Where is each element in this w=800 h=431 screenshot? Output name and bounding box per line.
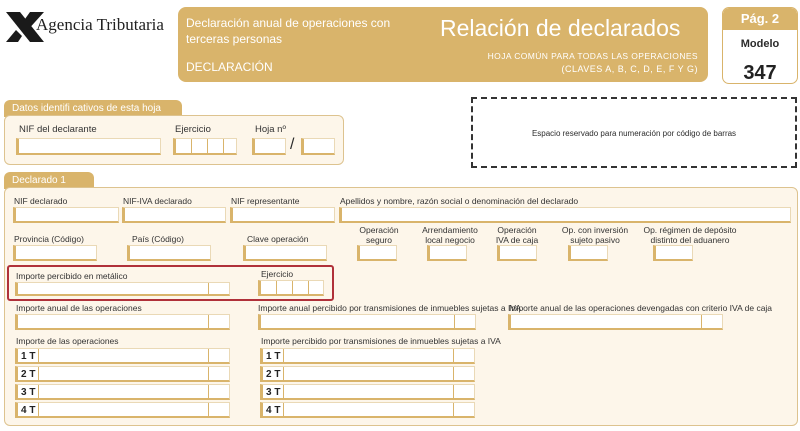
importe-anual-devengadas-field[interactable]: [508, 314, 723, 330]
inversion-sujeto-pasivo-field[interactable]: [568, 245, 608, 261]
arrendamiento-label: Arrendamiento local negocio: [422, 225, 478, 245]
operacion-iva-caja-field[interactable]: [497, 245, 537, 261]
subtitle-line1: HOJA COMÚN PARA TODAS LAS OPERACIONES: [487, 51, 698, 61]
clave-operacion-label: Clave operación: [247, 234, 309, 244]
page-model-box: [722, 7, 798, 84]
quarter-label: 3 T: [21, 387, 36, 398]
provincia-field[interactable]: [13, 245, 97, 261]
barcode-area-text: Espacio reservado para numeración por código de barras: [531, 129, 737, 138]
importe-metalico-ejercicio-field[interactable]: [258, 280, 324, 296]
nif-iva-label: NIF-IVA declarado: [123, 196, 192, 206]
importe-anual-label: Importe anual de las operaciones: [16, 303, 142, 313]
pais-label: País (Código): [132, 234, 184, 244]
hoja-number-field[interactable]: [252, 138, 286, 155]
quarter-label: 3 T: [266, 387, 281, 398]
operacion-iva-caja-label: Operación IVA de caja: [495, 225, 539, 245]
apellidos-label: Apellidos y nombre, razón social o denominación del declarado: [340, 196, 579, 206]
deposito-field[interactable]: [653, 245, 693, 261]
main-title: Relación de declarados: [440, 15, 681, 41]
nif-representante-field[interactable]: [230, 207, 335, 223]
sheet-ejercicio-label: Ejercicio: [175, 124, 211, 135]
declarado-section-tab: Declarado 1: [4, 172, 94, 189]
quarter-label: 1 T: [266, 351, 281, 362]
quarter-label: 1 T: [21, 351, 36, 362]
model-label: Modelo: [740, 38, 780, 50]
sheet-data-section-tab: Datos identifi cativos de esta hoja: [4, 100, 182, 117]
form-title-box: [178, 7, 708, 82]
form-title-line2: terceras personas: [186, 32, 283, 46]
quarter-label: 2 T: [266, 369, 281, 380]
agency-name: Agencia Tributaria: [36, 15, 164, 34]
deposito-label: Op. régimen de depósito distinto del aduanero: [643, 225, 737, 245]
declarado-panel: [4, 187, 798, 426]
provincia-label: Provincia (Código): [14, 234, 84, 244]
importe-metalico-label: Importe percibido en metálico: [16, 271, 128, 281]
pais-field[interactable]: [127, 245, 211, 261]
importe-metalico-ejercicio-label: Ejercicio: [261, 269, 294, 279]
importe-inmuebles-2t-field[interactable]: [260, 366, 475, 382]
nif-declarante-label: NIF del declarante: [19, 124, 97, 135]
hoja-total-field[interactable]: [301, 138, 335, 155]
importe-operaciones-1t-field[interactable]: [15, 348, 230, 364]
arrendamiento-field[interactable]: [427, 245, 467, 261]
importe-operaciones-label: Importe de las operaciones: [16, 336, 119, 346]
importe-operaciones-4t-field[interactable]: [15, 402, 230, 418]
hoja-label: Hoja nº: [255, 124, 286, 135]
sheet-ejercicio-field[interactable]: [173, 138, 237, 155]
clave-operacion-field[interactable]: [243, 245, 327, 261]
importe-operaciones-2t-field[interactable]: [15, 366, 230, 382]
model-number: 347: [743, 62, 777, 84]
importe-operaciones-3t-field[interactable]: [15, 384, 230, 400]
importe-inmuebles-label: Importe percibido por transmisiones de inmuebles sujetas a IVA: [261, 336, 501, 346]
importe-inmuebles-4t-field[interactable]: [260, 402, 475, 418]
page-number: Pág. 2: [723, 8, 797, 30]
form-title-line1: Declaración anual de operaciones con: [186, 16, 391, 30]
barcode-area: [471, 97, 797, 168]
nif-declarado-field[interactable]: [13, 207, 119, 223]
inversion-sujeto-pasivo-label: Op. con inversión sujeto pasivo: [561, 225, 629, 245]
subtitle-line2: (CLAVES A, B, C, D, E, F Y G): [561, 64, 698, 74]
importe-anual-inmuebles-label: Importe anual percibido por transmisiones de inmuebles sujetas a IVA: [258, 303, 522, 313]
nif-iva-field[interactable]: [122, 207, 226, 223]
quarter-label: 4 T: [266, 405, 281, 416]
importe-anual-field[interactable]: [15, 314, 230, 330]
nif-representante-label: NIF representante: [231, 196, 300, 206]
apellidos-field[interactable]: [339, 207, 791, 223]
quarter-label: 4 T: [21, 405, 36, 416]
operacion-seguro-field[interactable]: [357, 245, 397, 261]
importe-anual-inmuebles-field[interactable]: [258, 314, 476, 330]
operacion-seguro-label: Operación seguro: [359, 225, 399, 245]
nif-declarado-label: NIF declarado: [14, 196, 68, 206]
nif-declarante-field[interactable]: [16, 138, 161, 155]
quarter-label: 2 T: [21, 369, 36, 380]
declaration-label: DECLARACIÓN: [186, 60, 273, 74]
hoja-slash: /: [290, 136, 295, 153]
sheet-data-panel: [4, 115, 344, 165]
importe-metalico-field[interactable]: [15, 282, 230, 296]
importe-anual-devengadas-label: Importe anual de las operaciones devengadas con criterio IVA de caja: [509, 303, 773, 313]
importe-inmuebles-3t-field[interactable]: [260, 384, 475, 400]
importe-inmuebles-1t-field[interactable]: [260, 348, 475, 364]
